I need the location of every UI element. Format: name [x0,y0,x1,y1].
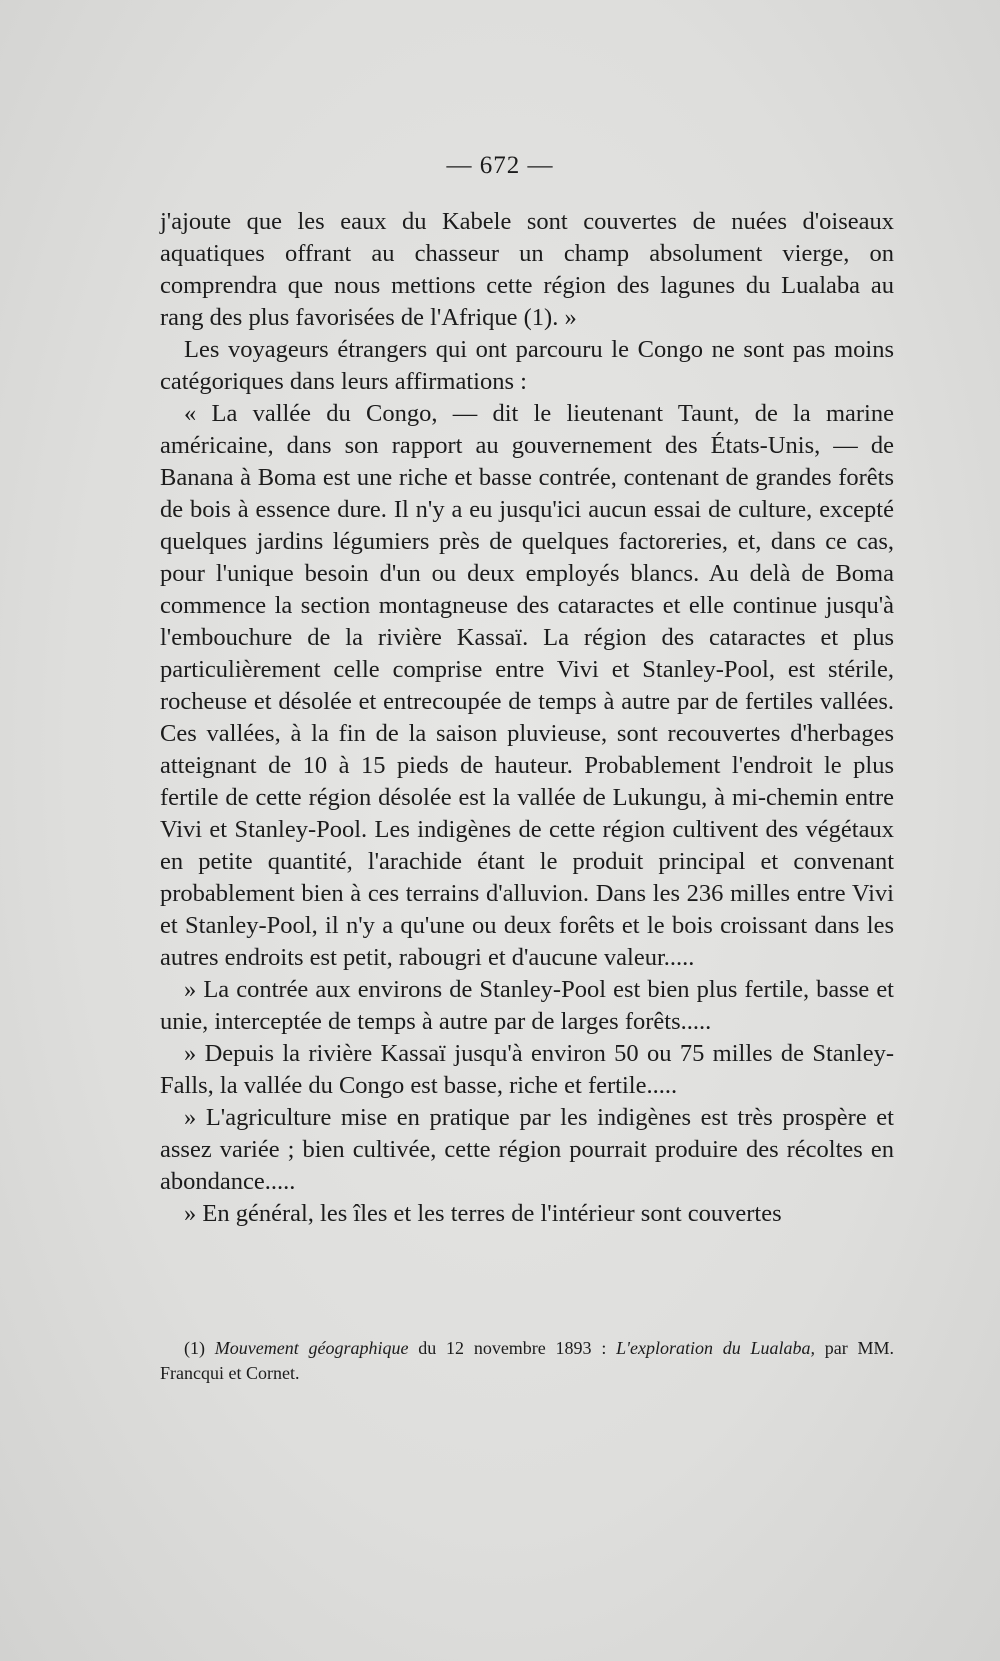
paragraph: » La contrée aux environs de Stanley-Pool est bien plus fertile, basse et unie, interceptée de temps à autre par de larges forêts..... [160,976,894,1035]
footnote [160,1336,894,1386]
footnote-source-title: Mouvement géographique [214,1338,409,1358]
page-number: — 672 — [446,152,554,179]
paragraph: » L'agriculture mise en pratique par les indigènes est très prospère et assez variée ; bien cultivée, cette région pourrait produire des récoltes en abondance..... [160,1104,894,1195]
footnote-marker: (1) [184,1338,205,1358]
paragraph: Les voyageurs étrangers qui ont parcouru le Congo ne sont pas moins catégoriques dans leurs affirmations : [160,336,894,395]
paragraph: » Depuis la rivière Kassaï jusqu'à environ 50 ou 75 milles de Stanley-Falls, la vallée du Congo est basse, riche et fertile..... [160,1040,894,1099]
footnote-article-title: L'exploration du Lualaba, [616,1338,816,1358]
footnote-date: du 12 novembre 1893 : [418,1338,607,1358]
paragraph: » En général, les îles et les terres de l'intérieur sont couvertes [184,1200,782,1227]
footnote-authors: par MM. Francqui et Cornet. [160,1338,895,1383]
paragraph: j'ajoute que les eaux du Kabele sont couvertes de nuées d'oiseaux aquatiques offrant au chasseur un champ absolument vierge, on comprendra que nous mettions cette région des lagunes du Lualaba au rang des plus favorisées de l'Afrique (1). » [160,208,894,331]
body-text [160,206,894,1230]
paragraph: « La vallée du Congo, — dit le lieutenant Taunt, de la marine américaine, dans son rapport au gouvernement des États-Unis, — de Banana à Boma est une riche et basse contrée, contenant de grandes forêts de bois à essence dure. Il n'y a eu jusqu'ici aucun essai de culture, excepté quelques jardins légumiers près de quelques factoreries, et, dans ce cas, pour l'unique besoin d'un ou deux employés blancs. Au delà de Boma commence la section montagneuse des cataractes et elle continue jusqu'à l'embouchure de la rivière Kassaï. La région des cataractes et plus particulièrement celle comprise entre Vivi et Stanley-Pool, est stérile, rocheuse et désolée et entrecoupée de temps à autre par de fertiles vallées. Ces vallées, à la fin de la saison pluvieuse, sont recouvertes d'herbages atteignant de 10 à 15 pieds de hauteur. Probablement l'endroit le plus fertile de cette région désolée est la vallée de Lukungu, à mi-chemin entre Vivi et Stanley-Pool. Les indigènes de cette région cultivent des végétaux en petite quantité, l'arachide étant le produit principal et convenant probablement bien à ces terrains d'alluvion. Dans les 236 milles entre Vivi et Stanley-Pool, il n'y a qu'une ou deux forêts et le bois croissant dans les autres endroits est petit, rabougri et d'aucune valeur..... [160,400,894,971]
